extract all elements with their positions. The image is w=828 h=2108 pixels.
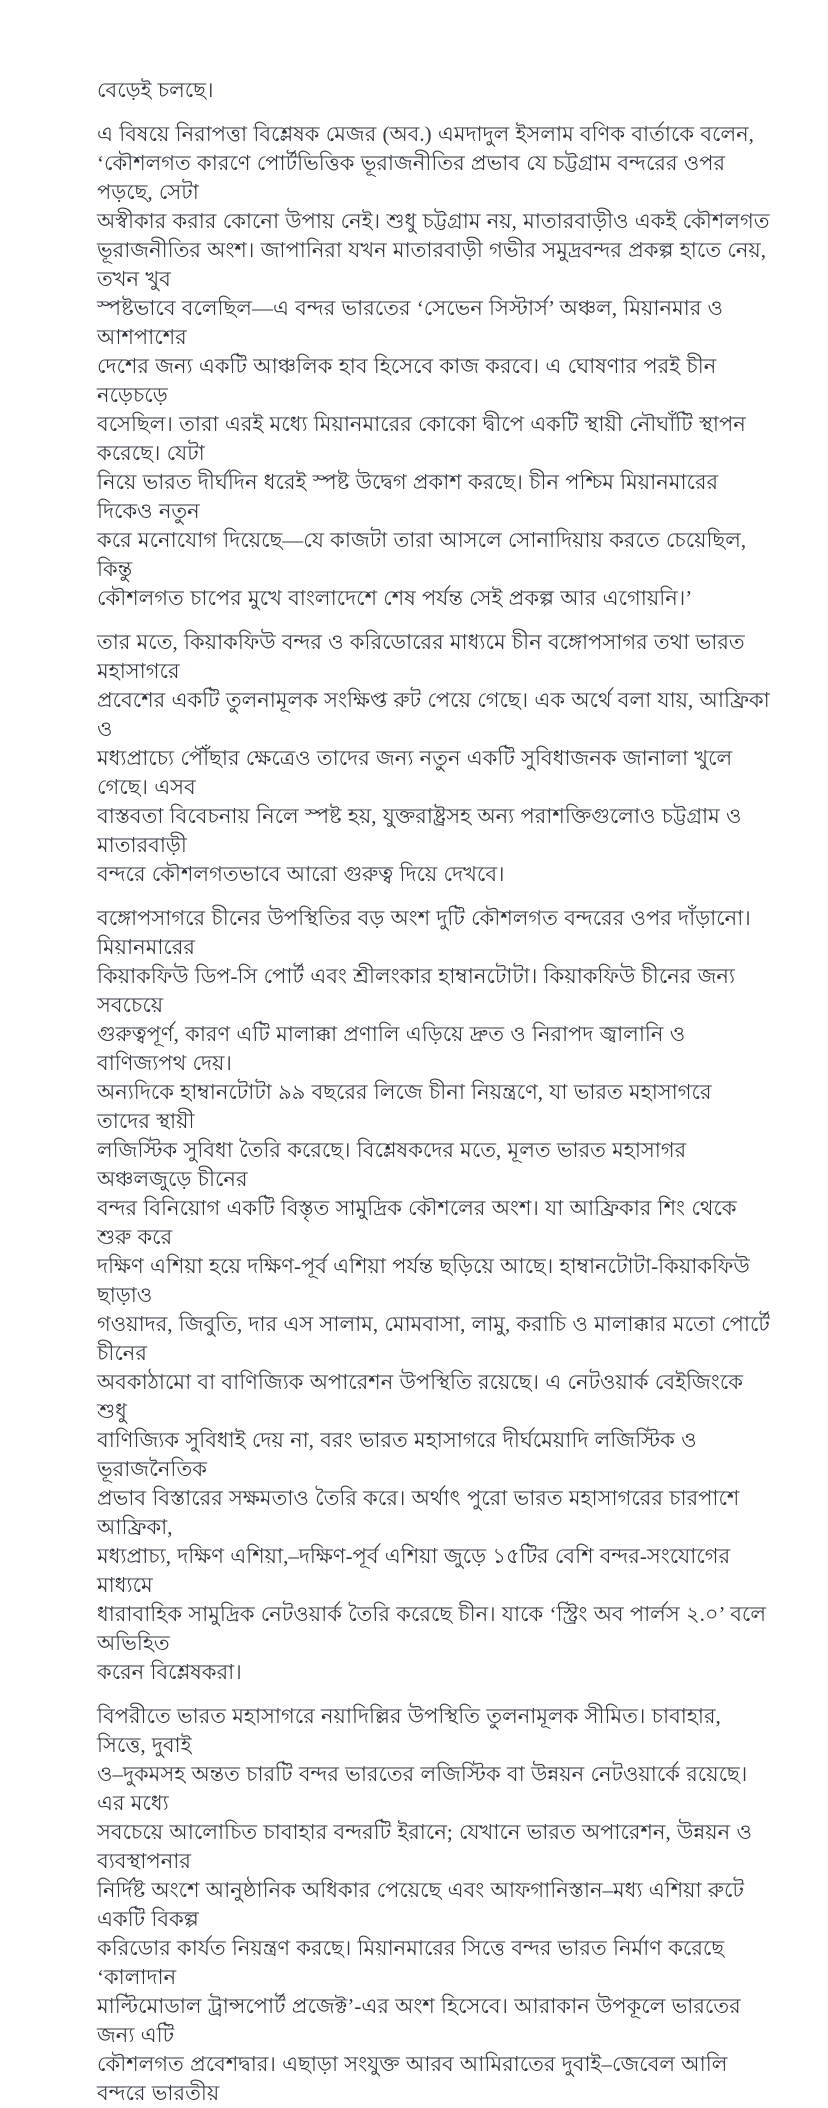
paragraph-4 bbox=[97, 904, 770, 1687]
text-line: ‘কৌশলগত কারণে পোর্টভিত্তিক ভূরাজনীতির প্রভাব যে চট্টগ্রাম বন্দরের ওপর পড়ছে, সেটা bbox=[97, 151, 726, 204]
text-line: স্পষ্টভাবে বলেছিল—এ বন্দর ভারতের ‘সেভেন সিস্টার্স’ অঞ্চল, মিয়ানমার ও আশপাশের bbox=[97, 296, 723, 349]
text-line: অস্বীকার করার কোনো উপায় নেই। শুধু চট্টগ্রাম নয়, মাতারবাড়ীও একই কৌশলগত bbox=[97, 209, 770, 233]
text-line: অবকাঠামো বা বাণিজ্যিক অপারেশন উপস্থিতি রয়েছে। এ নেটওয়ার্ক বেইজিংকে শুধু bbox=[97, 1370, 743, 1423]
paragraph-5 bbox=[97, 1702, 770, 2108]
text-line: ভূরাজনীতির অংশ। জাপানিরা যখন মাতারবাড়ী গভীর সমুদ্রবন্দর প্রকল্প হাতে নেয়, তখন খুব bbox=[97, 238, 766, 291]
text-line: নিয়ে ভারত দীর্ঘদিন ধরেই স্পষ্ট উদ্বেগ প্রকাশ করছে। চীন পশ্চিম মিয়ানমারের দিকেও নতুন bbox=[97, 470, 719, 523]
text-line: করে মনোযোগ দিয়েছে—যে কাজটা তারা আসলে সোনাদিয়ায় করতে চেয়েছিল, কিন্তু bbox=[97, 528, 747, 581]
text-line: দক্ষিণ এশিয়া হয়ে দক্ষিণ-পূর্ব এশিয়া পর্যন্ত ছড়িয়ে আছে। হাম্বানটোটা-কিয়াকফিউ ছাড়াও bbox=[97, 1254, 750, 1307]
text-line: নির্দিষ্ট অংশে আনুষ্ঠানিক অধিকার পেয়েছে এবং আফগানিস্তান–মধ্য এশিয়া রুটে একটি বিকল্প bbox=[97, 1878, 744, 1931]
text-line: বাণিজ্যিক সুবিধাই দেয় না, বরং ভারত মহাসাগরে দীর্ঘমেয়াদি লজিস্টিক ও ভূরাজনৈতিক bbox=[97, 1428, 697, 1481]
text-line: বাস্তবতা বিবেচনায় নিলে স্পষ্ট হয়, যুক্তরাষ্ট্রসহ অন্য পরাশক্তিগুলোও চট্টগ্রাম ও মাতারবাড়ী bbox=[97, 804, 742, 857]
text-line: কৌশলগত চাপের মুখে বাংলাদেশে শেষ পর্যন্ত সেই প্রকল্প আর এগোয়নি।’ bbox=[97, 586, 693, 610]
text-line: মধ্যপ্রাচ্যে পৌঁছার ক্ষেত্রেও তাদের জন্য নতুন একটি সুবিধাজনক জানালা খুলে গেছে। এসব bbox=[97, 746, 733, 799]
text-line: বন্দরে কৌশলগতভাবে আরো গুরুত্ব দিয়ে দেখবে। bbox=[97, 862, 505, 886]
text-line: বন্দর বিনিয়োগ একটি বিস্তৃত সামুদ্রিক কৌশলের অংশ। যা আফ্রিকার শিং থেকে শুরু করে bbox=[97, 1196, 737, 1249]
text-line: বঙ্গোপসাগরে চীনের উপস্থিতির বড় অংশ দুটি কৌশলগত বন্দরের ওপর দাঁড়ানো। মিয়ানমারের bbox=[97, 906, 751, 959]
text-line: এ বিষয়ে নিরাপত্তা বিশ্লেষক মেজর (অব.) এমদাদুল ইসলাম বণিক বার্তাকে বলেন, bbox=[97, 122, 754, 146]
text-line: কৌশলগত প্রবেশদ্বার। এছাড়া সংযুক্ত আরব আমিরাতের দুবাই–জেবেল আলি বন্দরে ভারতীয় bbox=[97, 2052, 728, 2105]
text-line: ও–দুকমসহ অন্তত চারটি বন্দর ভারতের লজিস্টিক বা উন্নয়ন নেটওয়ার্কে রয়েছে। এর মধ্যে bbox=[97, 1762, 748, 1815]
text-line: কিয়াকফিউ ডিপ-সি পোর্ট এবং শ্রীলংকার হাম্বানটোটা। কিয়াকফিউ চীনের জন্য সবচেয়ে bbox=[97, 964, 736, 1017]
text-line: গুরুত্বপূর্ণ, কারণ এটি মালাক্কা প্রণালি এড়িয়ে দ্রুত ও নিরাপদ জ্বালানি ও বাণিজ্যপথ দেয়। bbox=[97, 1022, 686, 1075]
text-line: লজিস্টিক সুবিধা তৈরি করেছে। বিশ্লেষকদের মতে, মূলত ভারত মহাসাগর অঞ্চলজুড়ে চীনের bbox=[97, 1138, 687, 1191]
text-line: ধারাবাহিক সামুদ্রিক নেটওয়ার্ক তৈরি করেছে চীন। যাকে ‘স্ট্রিং অব পার্লস ২.০’ বলে অভিহিত bbox=[97, 1602, 766, 1655]
text-line: অন্যদিকে হাম্বানটোটা ৯৯ বছরের লিজে চীনা নিয়ন্ত্রণে, যা ভারত মহাসাগরে তাদের স্থায়ী bbox=[97, 1080, 712, 1133]
paragraph-2 bbox=[97, 120, 770, 613]
text-line: প্রভাব বিস্তারের সক্ষমতাও তৈরি করে। অর্থাৎ পুরো ভারত মহাসাগরের চারপাশে আফ্রিকা, bbox=[97, 1486, 740, 1539]
text-line: বিপরীতে ভারত মহাসাগরে নয়াদিল্লির উপস্থিতি তুলনামূলক সীমিত। চাবাহার, সিত্তে, দুবাই bbox=[97, 1704, 721, 1757]
text-line: করিডোর কার্যত নিয়ন্ত্রণ করছে। মিয়ানমারের সিত্তে বন্দর ভারত নির্মাণ করেছে ‘কালাদান bbox=[97, 1936, 725, 1989]
text-line: বেড়েই চলছে। bbox=[97, 78, 214, 102]
text-line: প্রবেশের একটি তুলনামূলক সংক্ষিপ্ত রুট পেয়ে গেছে। এক অর্থে বলা যায়, আফ্রিকা ও bbox=[97, 688, 770, 741]
text-line: তার মতে, কিয়াকফিউ বন্দর ও করিডোরের মাধ্যমে চীন বঙ্গোপসাগর তথা ভারত মহাসাগরে bbox=[97, 630, 745, 683]
text-line: গওয়াদর, জিবুতি, দার এস সালাম, মোমবাসা, লামু, করাচি ও মালাক্কার মতো পোর্টে চীনের bbox=[97, 1312, 770, 1365]
text-line: বসেছিল। তারা এরই মধ্যে মিয়ানমারের কোকো দ্বীপে একটি স্থায়ী নৌঘাঁটি স্থাপন করেছে। যেটা bbox=[97, 412, 746, 465]
text-line: মধ্যপ্রাচ্য, দক্ষিণ এশিয়া,–দক্ষিণ-পূর্ব এশিয়া জুড়ে ১৫টির বেশি বন্দর-সংযোগের মাধ্যমে bbox=[97, 1544, 731, 1597]
paragraph-1 bbox=[97, 76, 770, 105]
text-line: দেশের জন্য একটি আঞ্চলিক হাব হিসেবে কাজ করবে। এ ঘোষণার পরই চীন নড়েচড়ে bbox=[97, 354, 717, 407]
article-body bbox=[97, 76, 770, 2108]
paragraph-3 bbox=[97, 628, 770, 889]
text-line: মাল্টিমোডাল ট্রান্সপোর্ট প্রজেক্ট’-এর অংশ হিসেবে। আরাকান উপকূলে ভারতের জন্য এটি bbox=[97, 1994, 741, 2047]
text-line: করেন বিশ্লেষকরা। bbox=[97, 1660, 242, 1684]
text-line: সবচেয়ে আলোচিত চাবাহার বন্দরটি ইরানে; যেখানে ভারত অপারেশন, উন্নয়ন ও ব্যবস্থাপনার bbox=[97, 1820, 752, 1873]
